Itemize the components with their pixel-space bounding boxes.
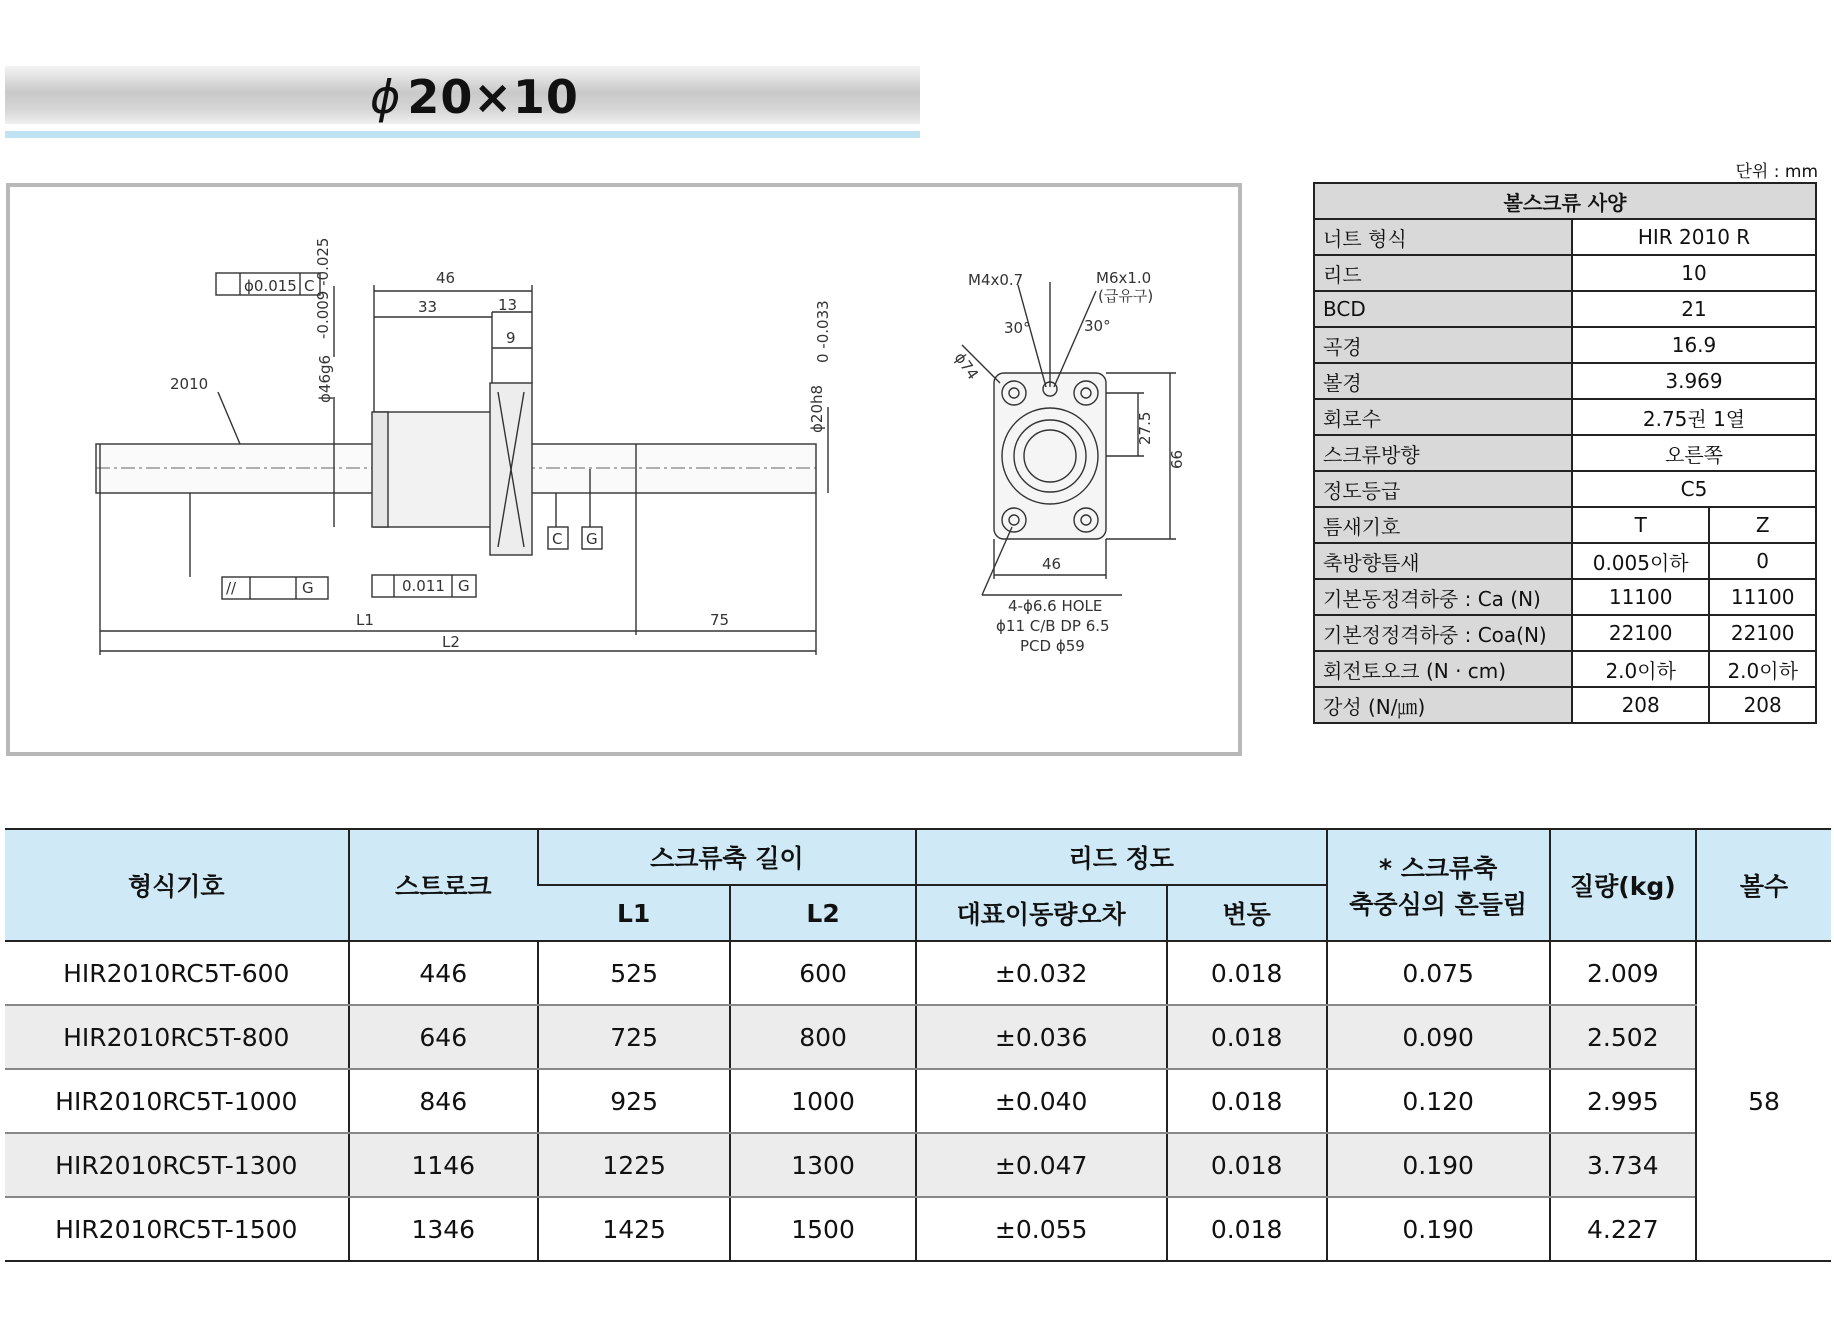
datum-c-label: C	[552, 530, 563, 548]
dim-66-label: 66	[1168, 449, 1186, 469]
header-length: 스크류축 길이	[538, 829, 916, 885]
angle-label-2: 30°	[1084, 317, 1111, 335]
size-label: 20×10	[407, 70, 579, 124]
l2-label: L2	[442, 633, 460, 651]
parallel-datum: G	[302, 579, 314, 597]
m4-label: M4x0.7	[968, 271, 1024, 289]
header-stroke: 스트로크	[349, 829, 538, 941]
page-title	[370, 70, 579, 124]
pcd-label: PCD ϕ59	[1020, 637, 1085, 655]
header-model: 형식기호	[5, 829, 349, 941]
unit-label: 단위 : mm	[1735, 162, 1818, 182]
parallel-symbol: //	[226, 579, 237, 597]
table-row: HIR2010RC5T-1300 1146 1225 1300 ±0.047 0.018 0.190 3.734	[5, 1133, 1831, 1197]
fit-20-tolerance: 0 -0.033	[814, 300, 832, 363]
fit-20-label: ϕ20h8	[808, 384, 826, 433]
spec-row: 회전토오크 (N · cm) 2.0이하 2.0이하	[1314, 651, 1816, 687]
spec-row: 곡경 16.9	[1314, 327, 1816, 363]
drawing-canvas	[10, 187, 1238, 752]
perp-tolerance: 0.011	[402, 577, 445, 595]
perp-datum: G	[458, 577, 470, 595]
spec-row: 축방향틈새 0.005이하 0	[1314, 543, 1816, 579]
table-row: HIR2010RC5T-1000 846 925 1000 ±0.040 0.018 0.120 2.995	[5, 1069, 1831, 1133]
spec-row: 너트 형식 HIR 2010 R	[1314, 219, 1816, 255]
nut-body	[374, 412, 492, 527]
spec-row: 볼경 3.969	[1314, 363, 1816, 399]
flange-end-view	[994, 373, 1106, 539]
dim-9-label: 9	[506, 329, 516, 347]
m6-label: M6x1.0	[1096, 269, 1152, 287]
angle-label-1: 30°	[1004, 319, 1031, 337]
spec-row: BCD 21	[1314, 291, 1816, 327]
circ-tolerance: ϕ0.015	[244, 277, 297, 295]
spec-row: 리드 10	[1314, 255, 1816, 291]
hole-label: 4-ϕ6.6 HOLE	[1008, 597, 1103, 615]
dim-46-label: 46	[436, 269, 456, 287]
header-rep: 대표이동량오차	[916, 885, 1167, 941]
ball-count: 58	[1696, 941, 1831, 1261]
spec-table	[1313, 182, 1817, 724]
spec-row: 스크류방향 오른쪽	[1314, 435, 1816, 471]
header-mass: 질량(kg)	[1550, 829, 1696, 941]
spec-row: 기본정정격하중 : Coa(N) 22100 22100	[1314, 615, 1816, 651]
dim-75-label: 75	[710, 611, 730, 629]
title-underline	[5, 131, 920, 138]
spec-row: 강성 (N/㎛) 208 208	[1314, 687, 1816, 723]
grease-label: (급유구)	[1098, 287, 1154, 305]
spec-row: 틈새기호 T Z	[1314, 507, 1816, 543]
table-row: HIR2010RC5T-600 446 525 600 ±0.032 0.018 0.075 2.009 58	[5, 941, 1831, 1005]
table-row: HIR2010RC5T-800 646 725 800 ±0.036 0.018 0.090 2.502	[5, 1005, 1831, 1069]
spec-row: 기본동정격하중 : Ca (N) 11100 11100	[1314, 579, 1816, 615]
header-var: 변동	[1167, 885, 1327, 941]
header-l1: L1	[538, 885, 730, 941]
header-lead: 리드 정도	[916, 829, 1327, 885]
dim-13-label: 13	[498, 296, 518, 314]
dim-33-label: 33	[418, 298, 438, 316]
technical-drawing	[6, 183, 1242, 756]
fit-46-label: ϕ46g6	[316, 354, 334, 403]
spec-row: 정도등급 C5	[1314, 471, 1816, 507]
phi74-label: ϕ74	[950, 348, 983, 384]
fit-46-tolerance: -0.009 -0.025	[314, 237, 332, 339]
datum-g-label: G	[586, 530, 598, 548]
phi-symbol: ϕ	[370, 70, 402, 124]
table-row: HIR2010RC5T-1500 1346 1425 1500 ±0.055 0.018 0.190 4.227	[5, 1197, 1831, 1261]
dim-46b-label: 46	[1042, 555, 1062, 573]
spec-title: 볼스크류 사양	[1314, 183, 1816, 219]
model-label: 2010	[170, 375, 209, 393]
header-balls: 볼수	[1696, 829, 1831, 941]
l1-label: L1	[356, 611, 374, 629]
circ-datum: C	[304, 277, 315, 295]
header-l2: L2	[730, 885, 915, 941]
dim-275-label: 27.5	[1136, 411, 1154, 445]
spec-row: 회로수 2.75권 1열	[1314, 399, 1816, 435]
header-runout: * 스크류축 축중심의 흔들림	[1327, 829, 1550, 941]
counterbore-label: ϕ11 C/B DP 6.5	[996, 617, 1110, 635]
product-table	[5, 828, 1831, 1262]
